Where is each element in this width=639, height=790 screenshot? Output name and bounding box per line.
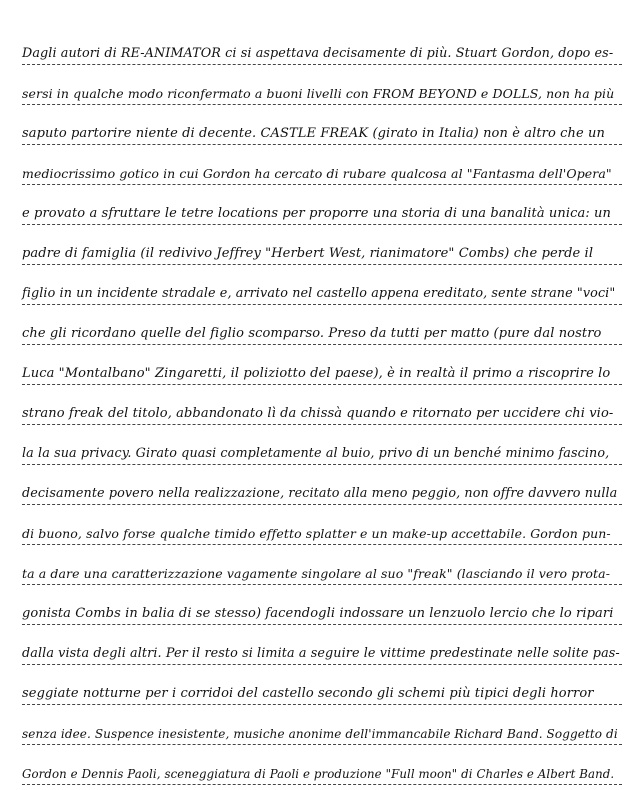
text-line xyxy=(22,625,622,665)
text-line xyxy=(22,185,622,225)
line-text: sersi in qualche modo riconfermato a buoni livelli con FROM BEYOND e DOLLS, non ha più xyxy=(22,86,615,101)
line-text: che gli ricordano quelle del figlio scomparso. Preso da tutti per matto (pure dal nostro xyxy=(22,326,602,341)
text-line xyxy=(22,705,622,745)
line-text: padre di famiglia (il redivivo Jeffrey "Herbert West, rianimatore" Combs) che perde il xyxy=(22,246,594,261)
line-text: figlio in un incidente stradale e, arrivato nel castello appena ereditato, sente strane "voci" xyxy=(22,286,616,301)
text-line xyxy=(22,65,622,105)
line-text: decisamente povero nella realizzazione, recitato alla meno peggio, non offre davvero nulla xyxy=(22,486,618,501)
text-line xyxy=(22,465,622,505)
text-line xyxy=(22,425,622,465)
text-line xyxy=(22,585,622,625)
text-line xyxy=(22,665,622,705)
line-text: seggiate notturne per i corridoi del castello secondo gli schemi più tipici degli horror xyxy=(22,686,594,701)
line-text: Dagli autori di RE-ANIMATOR ci si aspettava decisamente di più. Stuart Gordon, dopo es- xyxy=(22,46,614,61)
line-text: mediocrissimo gotico in cui Gordon ha cercato di rubare qualcosa al "Fantasma dell'Opera" xyxy=(22,166,612,181)
text-line xyxy=(22,265,622,305)
line-text: Luca "Montalbano" Zingaretti, il poliziotto del paese), è in realtà il primo a riscoprire lo xyxy=(22,366,611,381)
line-text: dalla vista degli altri. Per il resto si limita a seguire le vittime predestinate nelle solite pas- xyxy=(22,646,620,661)
text-line xyxy=(22,745,622,785)
line-text: ta a dare una caratterizzazione vagamente singolare al suo "freak" (lasciando il vero prota- xyxy=(22,566,611,581)
text-line xyxy=(22,305,622,345)
text-line xyxy=(22,105,622,145)
text-line xyxy=(22,25,622,65)
line-text: saputo partorire niente di decente. CASTLE FREAK (girato in Italia) non è altro che un xyxy=(22,126,605,141)
line-text: di buono, salvo forse qualche timido effetto splatter e un make-up accettabile. Gordon pun- xyxy=(22,526,611,541)
line-text: Gordon e Dennis Paoli, sceneggiatura di Paoli e produzione "Full moon" di Charles e Albert Band. xyxy=(22,767,615,781)
line-text: e provato a sfruttare le tetre locations per proporre una storia di una banalità unica: un xyxy=(22,206,612,221)
text-line xyxy=(22,225,622,265)
text-line xyxy=(22,145,622,185)
line-text: gonista Combs in balia di se stesso) facendogli indossare un lenzuolo lercio che lo ripari xyxy=(22,606,614,621)
line-text: la la sua privacy. Girato quasi completamente al buio, privo di un benché minimo fascino, xyxy=(22,446,610,461)
text-line xyxy=(22,505,622,545)
line-text: senza idee. Suspence inesistente, musiche anonime dell'immancabile Richard Band. Soggetto di xyxy=(22,727,618,741)
text-line xyxy=(22,385,622,425)
text-line xyxy=(22,545,622,585)
text-line xyxy=(22,345,622,385)
line-text: strano freak del titolo, abbandonato lì da chissà quando e ritornato per uccidere chi vio- xyxy=(22,406,614,421)
